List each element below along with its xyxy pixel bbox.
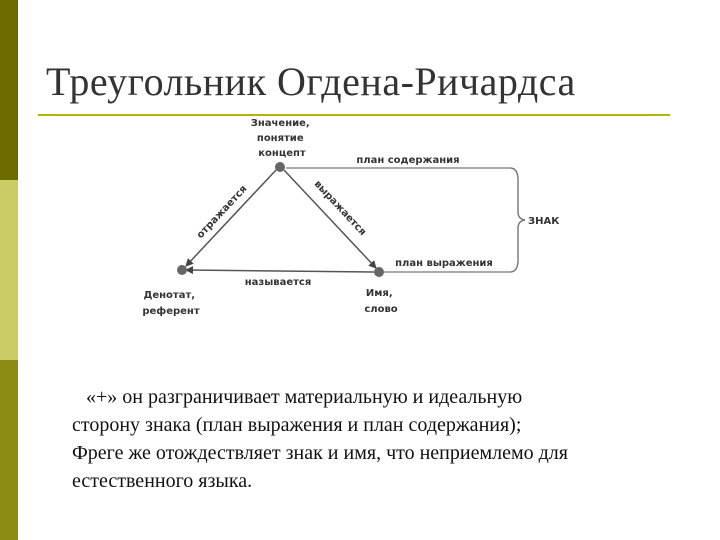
slide-title: Треугольник Огдена-Ричардса	[46, 59, 576, 104]
sign-brace	[510, 168, 525, 272]
node-denotat-dot	[177, 265, 187, 275]
node-meaning-line1: Значение,	[250, 118, 310, 129]
body-line-4: естественного языка.	[72, 470, 253, 492]
body-paragraph	[72, 383, 692, 495]
node-denotat-line1: Денотат,	[143, 290, 196, 301]
node-meaning-line3: концепт	[258, 148, 306, 159]
node-meaning-dot	[275, 162, 285, 172]
edge-expressed-line	[284, 170, 376, 268]
body-line-1: «+» он разграничивает материальную и идеальную	[86, 386, 523, 408]
node-name-line1: Имя,	[365, 288, 393, 299]
node-name-line2: слово	[364, 304, 398, 315]
edge-reflects-line	[186, 170, 276, 266]
node-denotat-line2: референт	[142, 306, 200, 317]
node-meaning-line2: понятие	[256, 133, 304, 144]
sign-label: ЗНАК	[528, 216, 560, 227]
edge-called-label: называется	[244, 277, 312, 288]
body-line-3: Фреге же отождествляет знак и имя, что неприемлемо для	[72, 442, 568, 464]
body-line-2: сторону знака (план выражения и план содержания);	[72, 414, 522, 436]
edge-expressed-label: выражается	[311, 178, 369, 238]
node-meaning-label	[251, 118, 313, 159]
plan-content-label: план содержания	[356, 155, 460, 166]
edge-called-line	[186, 270, 374, 272]
edge-reflects-label: отражается	[194, 183, 250, 241]
node-name-label	[364, 288, 397, 315]
plan-expression-label: план выражения	[395, 258, 493, 269]
node-denotat-label	[142, 290, 199, 317]
node-name-dot	[374, 267, 384, 277]
